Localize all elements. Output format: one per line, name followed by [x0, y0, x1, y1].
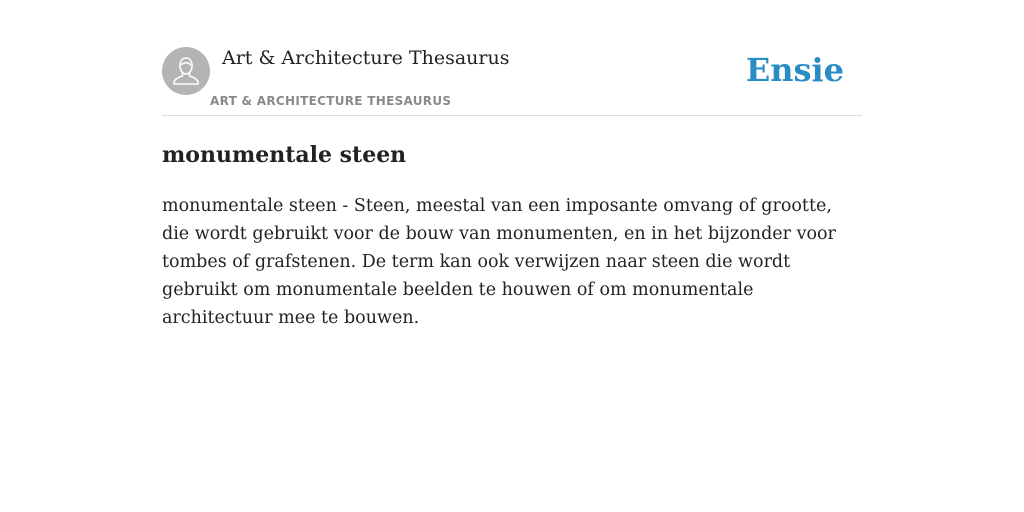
source-subtitle[interactable]: ART & ARCHITECTURE THESAURUS — [210, 94, 452, 108]
ensie-logo[interactable]: Ensie — [745, 51, 844, 89]
source-title[interactable]: Art & Architecture Thesaurus — [222, 47, 510, 69]
term-definition: monumentale steen - Steen, meestal van een imposante omvang of grootte, die wordt gebruikt voor de bouw van monumenten, en in het bijzonder voor tombes of grafstenen. De term kan ook verwijzen naar steen die wordt gebruikt om monumentale beelden te houwen of om monumentale architectuur mee te bouwen. — [162, 196, 836, 328]
term-title: monumentale steen — [162, 142, 407, 168]
page-container — [162, 0, 862, 512]
page-header — [162, 0, 862, 116]
user-silhouette-icon — [162, 47, 210, 95]
avatar[interactable] — [162, 47, 210, 95]
